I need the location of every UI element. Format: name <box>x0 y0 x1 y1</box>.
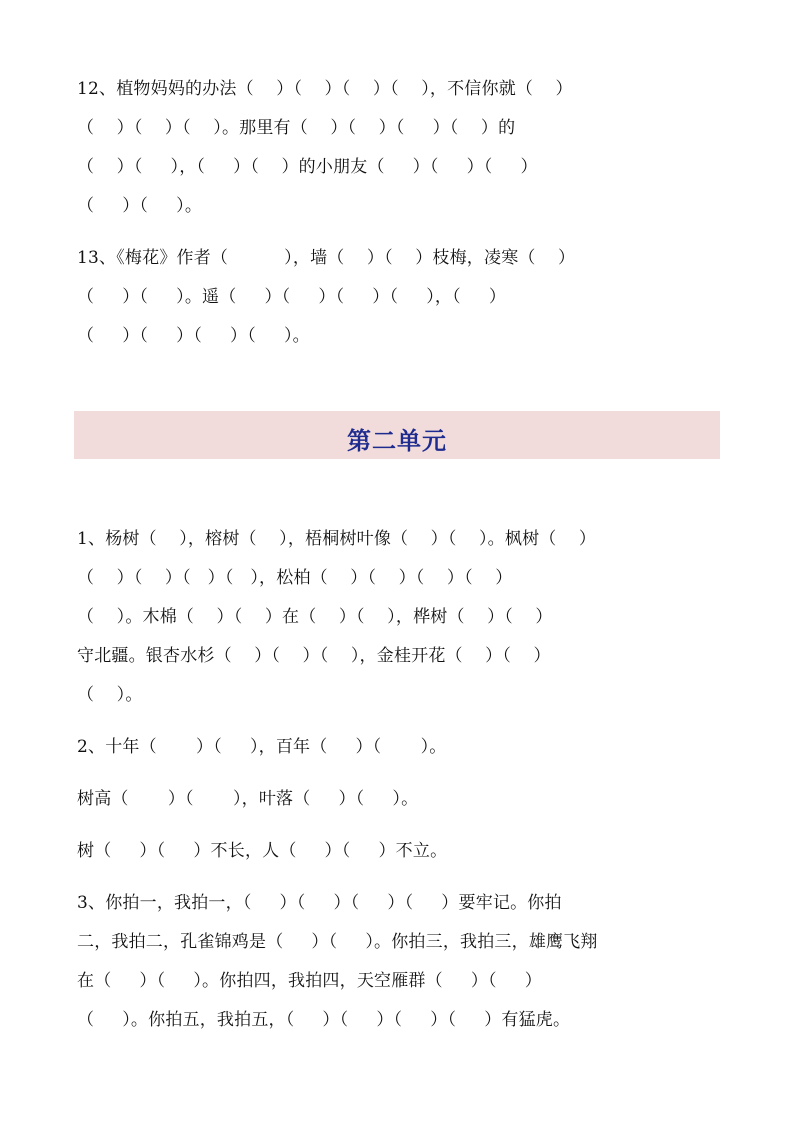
question-3-line-3: 在（ ）（ ）。你拍四，我拍四，天空雁群（ ）（ ） <box>77 971 542 991</box>
unit-title: 第二单元 <box>347 426 447 455</box>
question-1-line-3: （ ）。木棉（ ）（ ）在（ ）（ ），桦树（ ）（ ） <box>77 607 553 627</box>
question-2-line-3: 树（ ）（ ）不长，人（ ）（ ）不立。 <box>77 841 448 861</box>
question-1-line-5: （ ）。 <box>77 685 143 705</box>
question-12-line-2: （ ）（ ）（ ）。那里有（ ）（ ）（ ）（ ）的 <box>77 118 516 138</box>
question-1-line-1: 1、杨树（ ），榕树（ ），梧桐树叶像（ ）（ ）。枫树（ ） <box>77 529 597 549</box>
question-13-line-2: （ ）（ ）。遥（ ）（ ）（ ）（ ），（ ） <box>77 287 507 307</box>
question-13-line-1: 13、《梅花》作者（ ），墙（ ）（ ）枝梅，凌寒（ ） <box>77 248 576 268</box>
question-12-line-4: （ ）（ ）。 <box>77 196 203 216</box>
question-2-line-1: 2、十年（ ）（ ），百年（ ）（ ）。 <box>77 737 447 757</box>
question-1-line-4: 守北疆。银杏水杉（ ）（ ）（ ），金桂开花（ ）（ ） <box>77 646 551 666</box>
unit-banner <box>74 411 720 459</box>
question-3-line-1: 3、你拍一，我拍一，（ ）（ ）（ ）（ ）要牢记。你拍 <box>77 893 562 913</box>
question-3-line-2: 二，我拍二，孔雀锦鸡是（ ）（ ）。你拍三，我拍三，雄鹰飞翔 <box>77 932 598 952</box>
question-12-line-1: 12、植物妈妈的办法（ ）（ ）（ ）（ ），不信你就（ ） <box>77 79 573 99</box>
question-12-line-3: （ ）（ ），（ ）（ ）的小朋友（ ）（ ）（ ） <box>77 157 538 177</box>
question-1-line-2: （ ）（ ）（ ）（ ），松柏（ ）（ ）（ ）（ ） <box>77 568 513 588</box>
question-2-line-2: 树高（ ）（ ），叶落（ ）（ ）。 <box>77 789 419 809</box>
question-3-line-4: （ ）。你拍五，我拍五，（ ）（ ）（ ）（ ）有猛虎。 <box>77 1010 571 1030</box>
question-13-line-3: （ ）（ ）（ ）（ ）。 <box>77 326 310 346</box>
